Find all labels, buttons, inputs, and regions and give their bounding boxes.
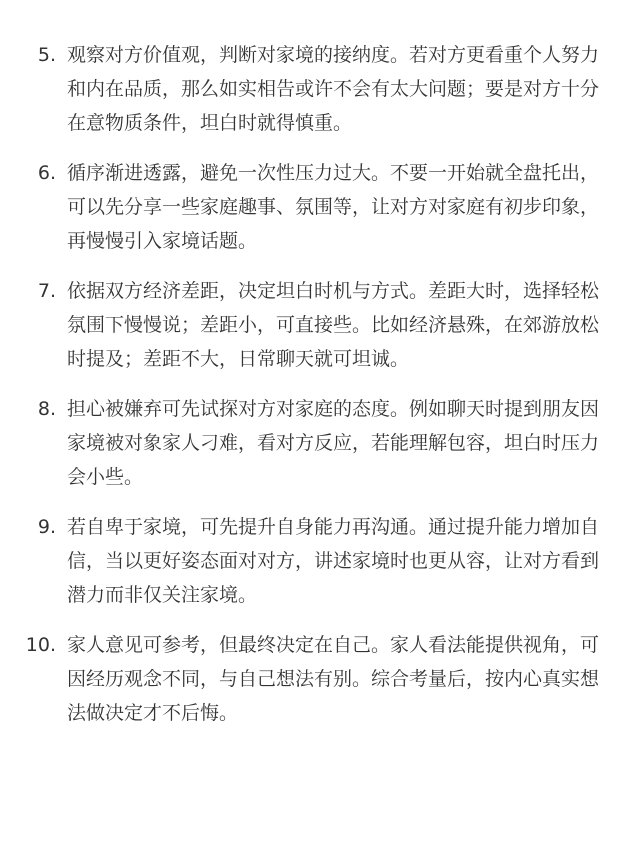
- item-text: 观察对方价值观，判断对家境的接纳度。若对方更看重个人努力和内在品质，那么如实相告或许不会有太大问题；要是对方十分在意物质条件，坦白时就得慎重。: [67, 44, 600, 134]
- item-number: 6.: [37, 162, 56, 184]
- list-item: [0, 392, 640, 494]
- item-number: 9.: [37, 516, 56, 538]
- item-number: 8.: [37, 398, 56, 420]
- list-item: [0, 628, 640, 730]
- item-text: 担心被嫌弃可先试探对方对家庭的态度。例如聊天时提到朋友因家境被对象家人刁难，看对方反应，若能理解包容，坦白时压力会小些。: [67, 398, 600, 488]
- list-item: [0, 510, 640, 612]
- advice-list: [0, 38, 640, 730]
- item-text: 循序渐进透露，避免一次性压力过大。不要一开始就全盘托出，可以先分享一些家庭趣事、氛围等，让对方对家庭有初步印象，再慢慢引入家境话题。: [67, 162, 600, 252]
- item-number: 7.: [37, 280, 56, 302]
- item-number: 5.: [37, 44, 56, 66]
- item-text: 依据双方经济差距，决定坦白时机与方式。差距大时，选择轻松氛围下慢慢说；差距小，可直接些。比如经济悬殊，在郊游放松时提及；差距不大，日常聊天就可坦诚。: [67, 280, 600, 370]
- list-item: [0, 156, 640, 258]
- list-item: [0, 38, 640, 140]
- list-item: [0, 274, 640, 376]
- item-text: 家人意见可参考，但最终决定在自己。家人看法能提供视角，可因经历观念不同，与自己想法有别。综合考量后，按内心真实想法做决定才不后悔。: [67, 634, 600, 724]
- item-text: 若自卑于家境，可先提升自身能力再沟通。通过提升能力增加自信，当以更好姿态面对对方，讲述家境时也更从容，让对方看到潜力而非仅关注家境。: [67, 516, 600, 606]
- item-number: 10.: [25, 634, 56, 656]
